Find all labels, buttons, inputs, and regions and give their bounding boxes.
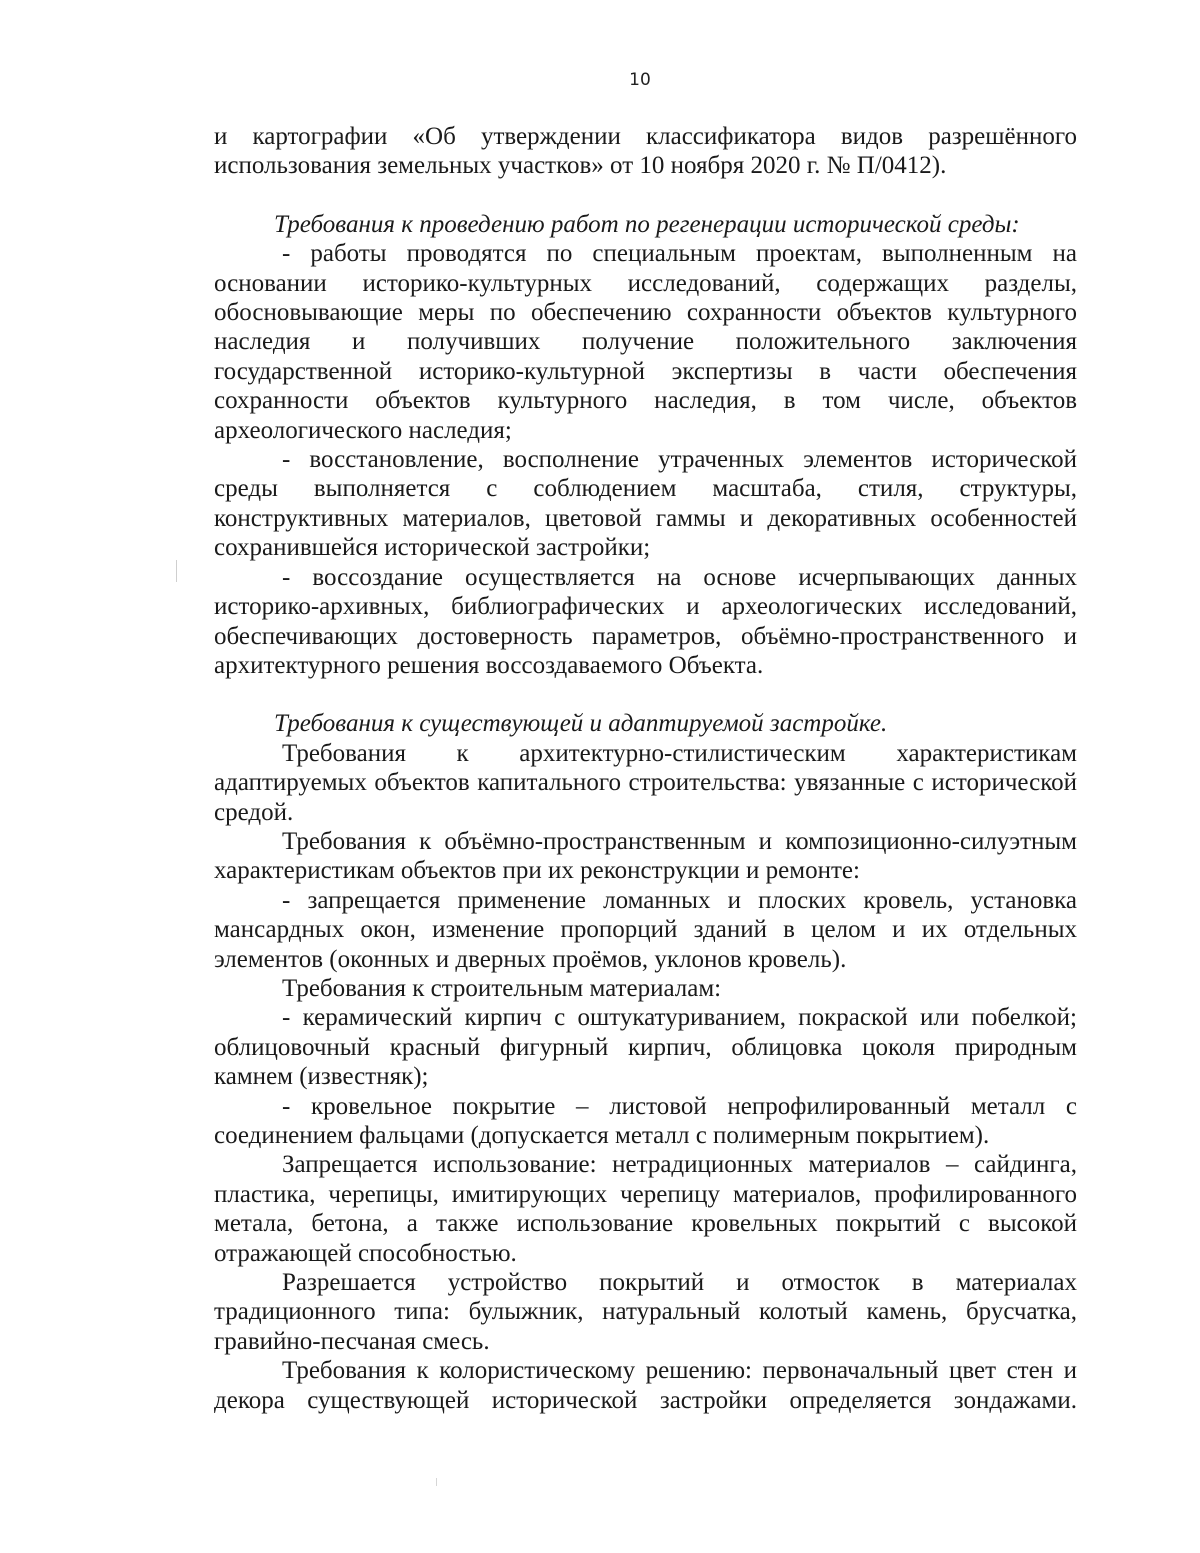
paragraph-gap xyxy=(214,680,1077,709)
paragraph-permitted-paving: Разрешается устройство покрытий и отмосток в материалах традиционного типа: булыжник, натуральный колотый камень, брусчатка, гравийно-песчаная смесь. xyxy=(214,1269,1077,1355)
list-item-brick: - керамический кирпич с оштукатуриванием, покраской или побелкой; облицовочный красный фигурный кирпич, облицовка цоколя природным камнем (известняк); xyxy=(214,1004,1077,1091)
list-item-roofing: - кровельное покрытие – листовой непрофилированный металл с соединением фальцами (допускается металл с полимерным покрытием). xyxy=(214,1092,1077,1149)
scan-artifact-mark xyxy=(436,1478,437,1486)
paragraph-prohibited-materials: Запрещается использование: нетрадиционных материалов – сайдинга, пластика, черепицы, имитирующих черепицу материалов, профилированного метала, бетона, а также использование кровельных покрытий с высокой отражающей способностью. xyxy=(214,1151,1077,1267)
paragraph-gap xyxy=(214,181,1077,210)
list-item-recreation: - воссоздание осуществляется на основе исчерпывающих данных историко-архивных, библиографических и археологических исследований, обеспечивающих достоверность параметров, объёмно-пространственного и архитектурного решения воссоздаваемого Объекта. xyxy=(214,563,1077,679)
list-item-restoration: - восстановление, восполнение утраченных элементов исторической среды выполняется с соблюдением масштаба, стиля, структуры, конструктивных материалов, цветовой гаммы и декоративных особенностей сохранившейся исторической застройки; xyxy=(214,446,1077,562)
page-number: 10 xyxy=(629,70,651,90)
document-body xyxy=(214,122,1077,1415)
scan-artifact-mark xyxy=(176,560,177,582)
paragraph-materials-heading: Требования к строительным материалам: xyxy=(282,974,722,1002)
paragraph-continuation: и картографии «Об утверждении классификатора видов разрешённого использования земельных участков» от 10 ноября 2020 г. № П/0412). xyxy=(214,123,1077,180)
list-item-roof-prohibition: - запрещается применение ломанных и плоских кровель, установка мансардных окон, изменение пропорций зданий в целом и их отдельных элементов (оконных и дверных проёмов, уклонов кровель). xyxy=(214,886,1077,973)
paragraph-color-requirements: Требования к колористическому решению: первоначальный цвет стен и декора существующей исторической застройки определяется зондажами. xyxy=(214,1357,1077,1414)
paragraph-architectural-style: Требования к архитектурно-стилистическим характеристикам адаптируемых объектов капитального строительства: увязанные с исторической средой. xyxy=(214,739,1077,826)
section-heading-regeneration: Требования к проведению работ по регенерации исторической среды: xyxy=(274,210,1020,238)
section-heading-existing-buildings: Требования к существующей и адаптируемой застройке. xyxy=(274,710,888,738)
list-item-projects: - работы проводятся по специальным проектам, выполненным на основании историко-культурных исследований, содержащих разделы, обосновывающие меры по обеспечению сохранности объектов культурного наследия и получивших получение положительного заключения государственной историко-культурной экспертизы в части обеспечения сохранности объектов культурного наследия, в том числе, объектов археологического наследия; xyxy=(214,240,1077,444)
paragraph-volume-requirements: Требования к объёмно-пространственным и композиционно-силуэтным характеристикам объектов при их реконструкции и ремонте: xyxy=(214,827,1077,885)
